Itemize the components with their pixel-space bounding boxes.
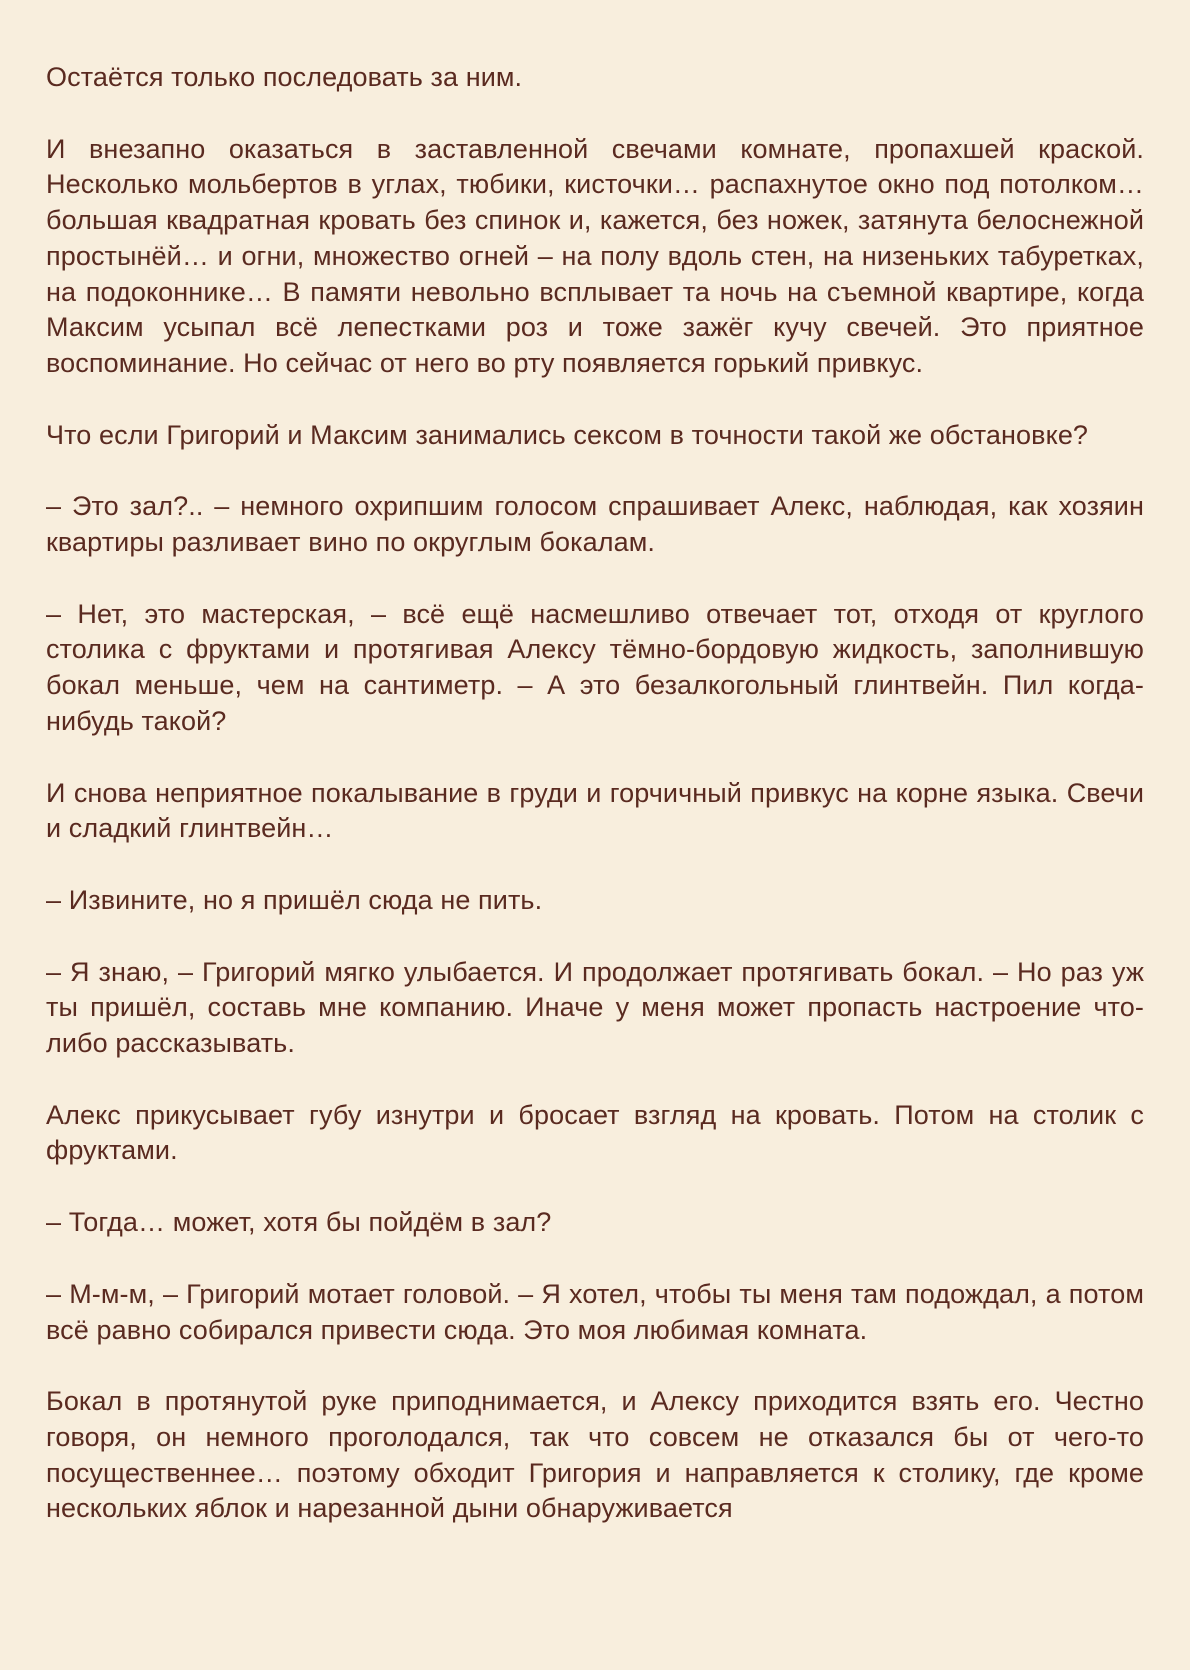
paragraph: – Нет, это мастерская, – всё ещё насмешливо отвечает тот, отходя от круглого столика с фруктами и протягивая Алексу тёмно-бордовую жидкость, заполнившую бокал меньше, чем на сантиметр. – А это безалкогольный глинтвейн. Пил когда-нибудь такой? [46, 598, 1144, 736]
paragraph: – Извините, но я пришёл сюда не пить. [46, 884, 543, 915]
paragraph: – Это зал?.. – немного охрипшим голосом спрашивает Алекс, наблюдая, как хозяин квартиры разливает вино по округлым бокалам. [46, 491, 1144, 558]
paragraph: Что если Григорий и Максим занимались сексом в точности такой же обстановке? [46, 419, 1089, 450]
paragraph: – Тогда… может, хотя бы пойдём в зал? [46, 1207, 552, 1238]
paragraph: Алекс прикусывает губу изнутри и бросает взгляд на кровать. Потом на столик с фруктами. [46, 1099, 1144, 1166]
paragraph: – Я знаю, – Григорий мягко улыбается. И продолжает протягивать бокал. – Но раз уж ты пришёл, составь мне компанию. Иначе у меня может пропасть настроение что-либо рассказывать. [46, 956, 1144, 1059]
paragraph: Бокал в протянутой руке приподнимается, и Алексу приходится взять его. Честно говоря, он немного проголодался, так что совсем не отказался бы от чего-то посущественнее… поэтому обходит Григория и направляется к столику, где кроме нескольких яблок и нарезанной дыни обнаруживается [46, 1386, 1144, 1524]
paragraph: Остаётся только последовать за ним. [46, 62, 523, 92]
paragraph: – М-м-м, – Григорий мотает головой. – Я хотел, чтобы ты меня там подождал, а потом всё равно собирался привести сюда. Это моя любимая комната. [46, 1278, 1144, 1345]
paragraph: И внезапно оказаться в заставленной свечами комнате, пропахшей краской. Несколько мольбертов в углах, тюбики, кисточки… распахнутое окно под потолком… большая квадратная кровать без спинок и, кажется, без ножек, затянута белоснежной простынёй… и огни, множество огней – на полу вдоль стен, на низеньких табуретках, на подоконнике… В памяти невольно всплывает та ночь на съемной квартире, когда Максим усыпал всё лепестками роз и тоже зажёг кучу свечей. Это приятное воспоминание. Но сейчас от него во рту появляется горький привкус. [46, 133, 1144, 378]
paragraph: И снова неприятное покалывание в груди и горчичный привкус на корне языка. Свечи и сладкий глинтвейн… [46, 777, 1144, 844]
